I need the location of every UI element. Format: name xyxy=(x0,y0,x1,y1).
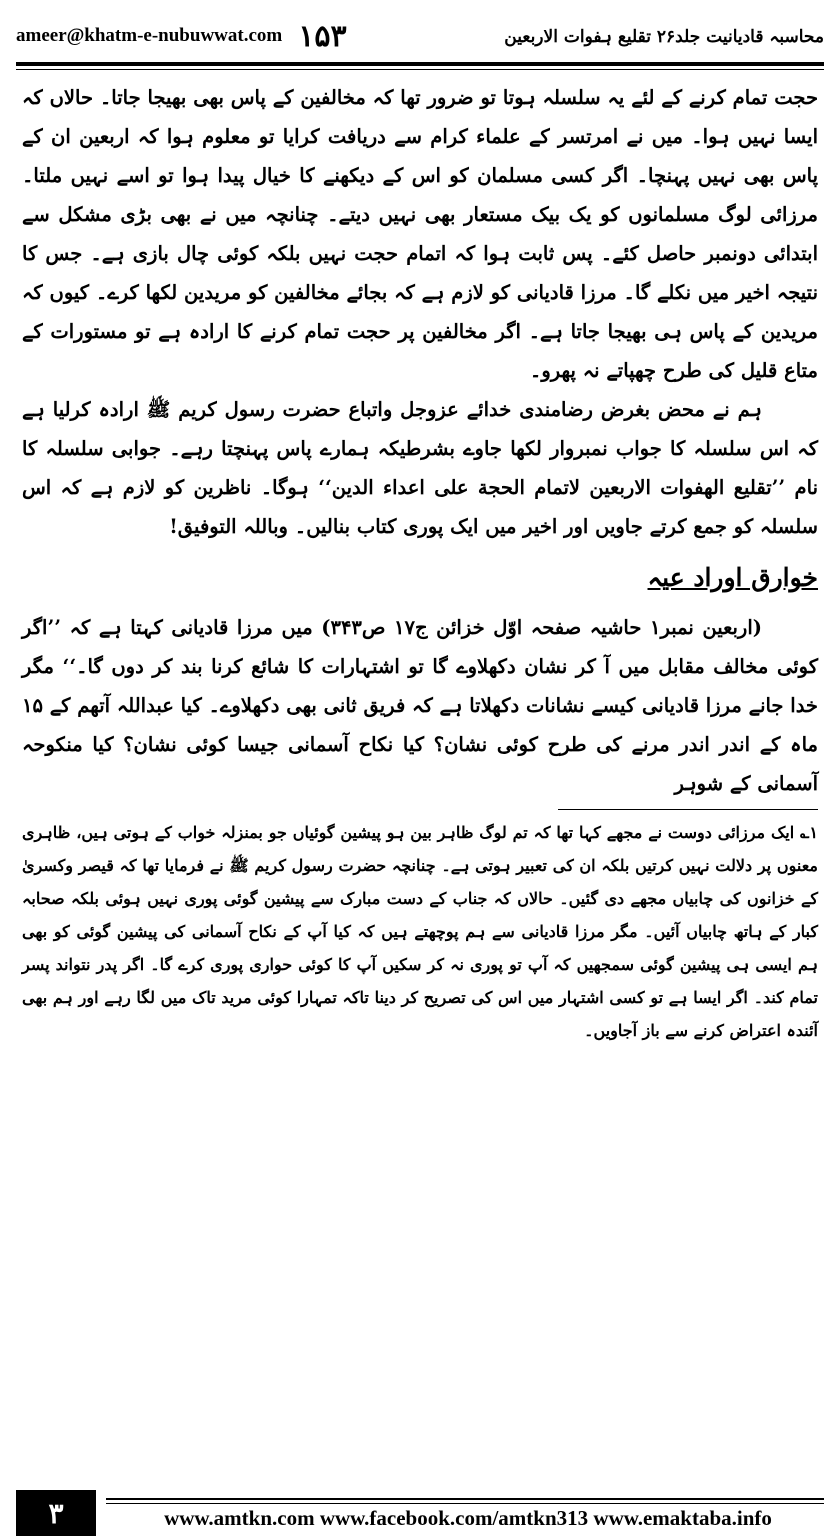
body-paragraph-3: (اربعین نمبر۱ حاشیہ صفحہ اوّل خزائن ج۱۷ ص۳۴۳) میں مرزا قادیانی کہتا ہے کہ ’’اگر کوئی مخالف مقابل میں آ کر نشان دکھلاوے گا تو اشتہارات کا شائع کرنا بند کر دوں گا۔‘‘ مگر خدا جانے مرزا قادیانی کیسے نشانات دکھلاتا ہے کہ فریق ثانی بھی دکھلاوے۔ کیا عبداللہ آتھم کے ۱۵ ماہ کے اندر اندر مرنے کی طرح کوئی نشان؟ کیا نکاح آسمانی جیسا کوئی نشان؟ کیا منکوحہ آسمانی کے شوہر xyxy=(22,616,818,795)
header-email[interactable]: ameer@khatm-e-nubuwwat.com xyxy=(16,25,283,46)
section-heading: خوارق اوراد عیہ xyxy=(647,563,818,592)
header-page-number: ۱۵۳ xyxy=(298,18,347,54)
header-rule-thin xyxy=(16,69,824,70)
header-left xyxy=(16,19,347,54)
footer-rule xyxy=(106,1498,824,1500)
footer-links[interactable]: www.amtkn.com www.facebook.com/amtkn313 www.emaktaba.info xyxy=(164,1506,772,1530)
page-footer xyxy=(16,1490,824,1536)
footer-page-number: ۳ xyxy=(16,1490,96,1536)
running-title: محاسبہ قادیانیت جلد۲۶ تقلیع ہفوات الاربعین xyxy=(504,26,824,47)
header-rule xyxy=(16,62,824,66)
footer-rule-thin xyxy=(106,1503,824,1504)
body-paragraph-2: ہم نے محض بغرض رضامندی خدائے عزوجل واتباع حضرت رسول کریم ﷺ ارادہ کرلیا ہے کہ اس سلسلہ کا جواب نمبروار لکھا جاوے بشرطیکہ ہمارے پاس پہنچتا رہے۔ جوابی سلسلہ کا نام ’’تقلیع الهفوات الاربعین لاتمام الحجة علی اعداء الدین‘‘ ہوگا۔ ناظرین کو لازم ہے کہ اس سلسلہ کو جمع کرتے جاویں اور اخیر میں ایک پوری کتاب بنالیں۔ وباللہ التوفیق! xyxy=(22,398,818,538)
footnote: ۱؎ ایک مرزائی دوست نے مجھے کہا تھا کہ تم لوگ ظاہر بین ہو پیشین گوئیاں جو بمنزلہ خواب کے ہوتی ہیں، ظاہری معنوں پر دلالت نہیں کرتیں بلکہ ان کی تعبیر ہوتی ہے۔ چنانچہ حضرت رسول کریم ﷺ نے فرمایا تھا کہ قیصر وکسریٰ کے خزانوں کی چابیاں مجھے دی گئیں۔ حالاں کہ جناب کے دست مبارک سے پیشین گوئی پوری نہیں ہوئی بلکہ صحابہ کبار کے ہاتھ چابیاں آئیں۔ مگر مرزا قادیانی سے ہم پوچھتے ہیں کہ کیا آپ کے نکاح آسمانی کی پیشین گوئی کو بھی ہم ایسی ہی پیشین گوئی سمجھیں کہ آپ تو پوری نہ کر سکیں آپ کا کوئی حواری پوری کرے گا۔ اگر پدر نتواند پسر تمام کند۔ اگر ایسا ہے تو کسی اشتہار میں اس کی تصریح کر دینا تاکہ تمہارا کوئی مرید تاک میں لگا رہے اور ہم بھی آئندہ اعتراض کرنے سے باز آجاویں۔ xyxy=(22,823,818,1040)
page-header xyxy=(16,14,824,58)
footnote-divider xyxy=(558,809,818,810)
page-body xyxy=(22,78,818,1047)
body-paragraph-1: حجت تمام کرنے کے لئے یہ سلسلہ ہوتا تو ضرور تھا کہ مخالفین کے پاس بھی بھیجا جاتا۔ حالاں کہ ایسا نہیں ہوا۔ میں نے امرتسر کے علماء کرام سے دریافت کرایا تو معلوم ہوا کہ اربعین ان کے پاس بھی نہیں پہنچا۔ اگر کسی مسلمان کو اس کے دیکھنے کا خیال پیدا ہوا تو اسے نہیں ملتا۔ مرزائی لوگ مسلمانوں کو یک بیک مستعار بھی نہیں دیتے۔ چنانچہ میں نے بھی بڑی مشکل سے ابتدائی دونمبر حاصل کئے۔ پس ثابت ہوا کہ اتمام حجت نہیں بلکہ کوئی چال بازی ہے۔ جس کا نتیجہ اخیر میں نکلے گا۔ مرزا قادیانی کو لازم ہے کہ بجائے مخالفین کو مریدین لکھا کرے۔ کیوں کہ مریدین کے پاس ہی بھیجا جاتا ہے۔ اگر مخالفین پر حجت تمام کرنے کا ارادہ ہے تو مستورات کے متاع قلیل کی طرح چھپاتے نہ پھرو۔ xyxy=(22,86,818,382)
